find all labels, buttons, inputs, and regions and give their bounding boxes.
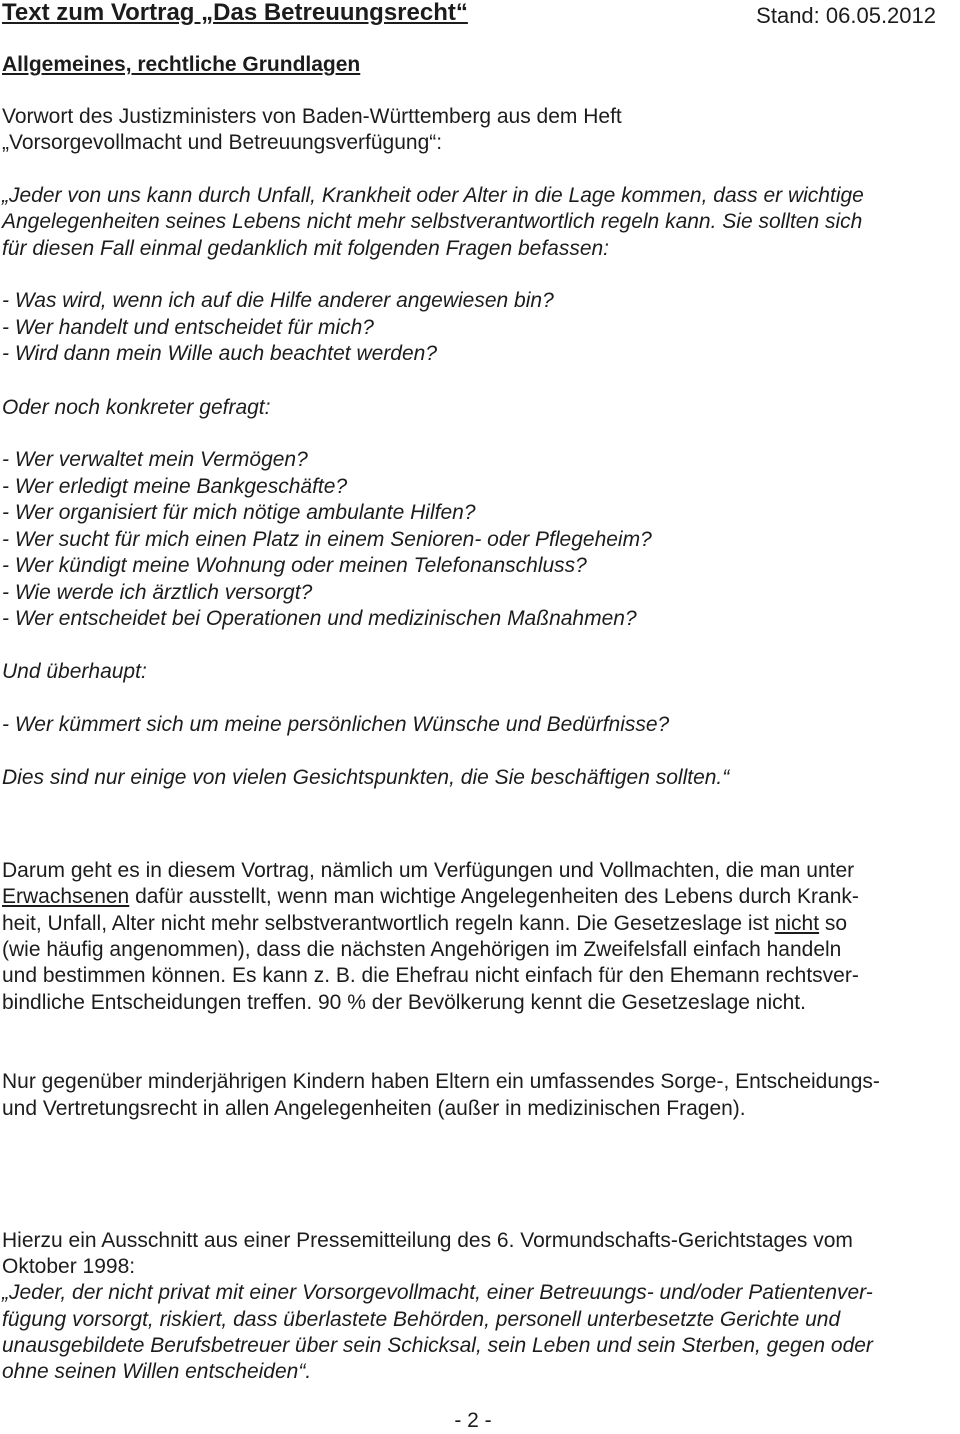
paragraph-line: Oktober 1998: [2,1255,136,1278]
text-span: so [819,912,848,935]
press-quote-line: fügung vorsorgt, riskiert, dass überlastete Behörden, personell unterbesetzte Gerichte und [2,1308,841,1331]
question-item: - Wer sucht für mich einen Platz in einem Senioren- oder Pflegeheim? [2,528,652,551]
question-item: - Wird dann mein Wille auch beachtet werden? [2,342,438,365]
paragraph-line: Hierzu ein Ausschnitt aus einer Pressemitteilung des 6. Vormundschafts-Gerichtstages vom [2,1229,853,1252]
quote-line: Angelegenheiten seines Lebens nicht mehr selbstverantwortlich regeln kann. Sie sollten sich [2,210,863,233]
question-item: - Wer erledigt meine Bankgeschäfte? [2,475,348,498]
paragraph-line: bindliche Entscheidungen treffen. 90 % der Bevölkerung kennt die Gesetzeslage nicht. [2,991,806,1014]
press-quote-line: „Jeder, der nicht privat mit einer Vorsorgevollmacht, einer Betreuungs- und/oder Patientenver- [2,1281,873,1304]
quote-line: für diesen Fall einmal gedanklich mit folgenden Fragen befassen: [2,237,610,260]
section-heading: Allgemeines, rechtliche Grundlagen [2,53,361,76]
question-item: - Wer organisiert für mich nötige ambulante Hilfen? [2,501,476,524]
underlined-word: nicht [774,912,820,935]
question-item: - Wie werde ich ärztlich versorgt? [2,581,313,604]
paragraph-line: Nur gegenüber minderjährigen Kindern haben Eltern ein umfassendes Sorge-, Entscheidungs- [2,1070,880,1093]
text-span: dafür ausstellt, wenn man wichtige Angelegenheiten des Lebens durch Krank- [129,885,859,908]
question-item: - Wer kündigt meine Wohnung oder meinen Telefonanschluss? [2,554,587,577]
paragraph-line: und Vertretungsrecht in allen Angelegenheiten (außer in medizinischen Fragen). [2,1097,746,1120]
underlined-word: Erwachsenen [2,885,130,908]
paragraph-line [2,884,859,910]
question-item: - Wer kümmert sich um meine persönlichen Wünsche und Bedürfnisse? [2,713,670,736]
intro-line: „Vorsorgevollmacht und Betreuungsverfügung“: [2,131,443,154]
paragraph-line: (wie häufig angenommen), dass die nächsten Angehörigen im Zweifelsfall einfach handeln [2,938,842,961]
text-span: heit, Unfall, Alter nicht mehr selbstverantwortlich regeln kann. Die Gesetzeslage ist [2,912,775,935]
question-item: - Wer handelt und entscheidet für mich? [2,316,374,339]
document-date: Stand: 06.05.2012 [756,3,936,28]
overall-label: Und überhaupt: [2,660,147,683]
intro-line: Vorwort des Justizministers von Baden-Württemberg aus dem Heft [2,105,622,128]
question-item: - Wer entscheidet bei Operationen und medizinischen Maßnahmen? [2,607,637,630]
document-title: Text zum Vortrag „Das Betreuungsrecht“ [2,0,468,26]
press-quote-line: ohne seinen Willen entscheiden“. [2,1360,312,1383]
quote-line: „Jeder von uns kann durch Unfall, Krankheit oder Alter in die Lage kommen, dass er wichtige [2,184,864,207]
paragraph-line: und bestimmen können. Es kann z. B. die Ehefrau nicht einfach für den Ehemann rechtsver- [2,964,859,987]
question-item: - Was wird, wenn ich auf die Hilfe anderer angewiesen bin? [2,289,554,312]
concrete-label: Oder noch konkreter gefragt: [2,396,271,419]
question-item: - Wer verwaltet mein Vermögen? [2,448,308,471]
quote-closing: Dies sind nur einige von vielen Gesichtspunkten, die Sie beschäftigen sollten.“ [2,766,730,789]
paragraph-line: Darum geht es in diesem Vortrag, nämlich um Verfügungen und Vollmachten, die man unter [2,859,855,882]
paragraph-line [2,911,847,937]
press-quote-line: unausgebildete Berufsbetreuer über sein Schicksal, sein Leben und sein Sterben, gegen oder [2,1334,873,1357]
page-number: - 2 - [454,1409,492,1432]
